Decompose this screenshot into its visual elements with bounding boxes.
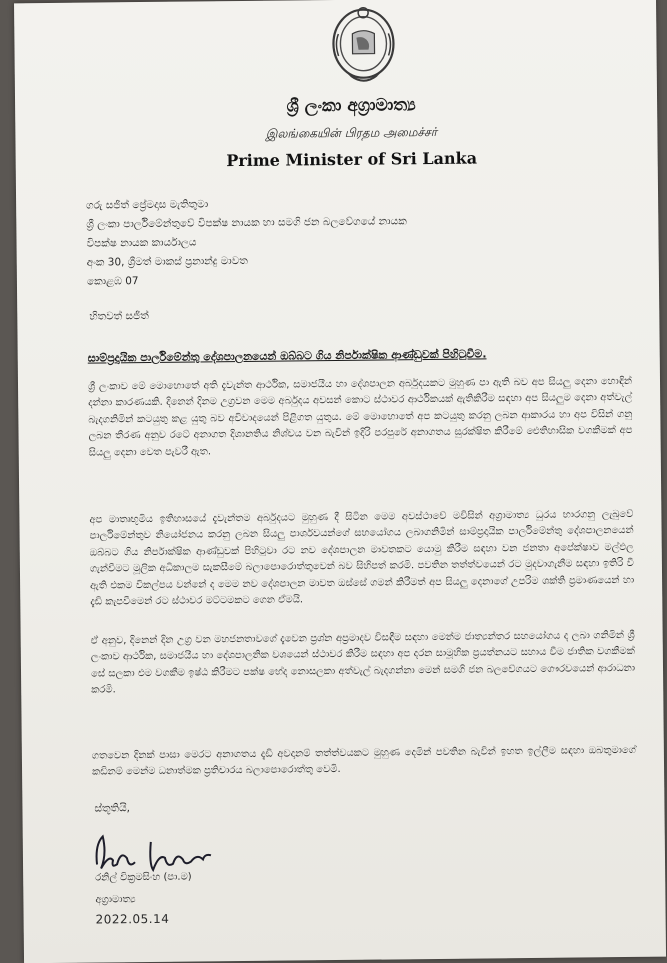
address-line: ශ්‍රී ලංකා පාර්ලිමේන්තුවේ විපක්ෂ නායක හා සමගි ජන බලවේගයේ නායක xyxy=(86,215,407,231)
recipient-address xyxy=(86,193,407,291)
subject-line: සාම්ප්‍රදායික පාර්ලිමේන්තු දේශපාලනයෙන් ඔබ්බට ගිය නිර්පාක්ෂික ආණ්ඩුවක් පිහිටුවීම. xyxy=(87,347,487,365)
body-paragraph: ඒ අනුව, දිනෙන් දින උග්‍ර වන මහජනතාවගේ දැවෙන ප්‍රශ්න අප්‍රමාදව විසඳීම සඳහා මෙන්ම ජාත්‍යන්තර සහයෝගය ද ලබා ගනිමින් ශ්‍රී ලංකාව ආර්ථික, සමාජයීය හා දේශපාලනික වශයෙන් ස්ථාවර කිරීම සඳහා අප දරන සාමූහික ප්‍රයත්නයට සහාය වීම ජාතික වගකීමක් සේ සලකා එම වගකීම ඉෂ්ඨ කිරීමට පක්ෂ භේද නොසලකා අත්වැල් බැදගන්නා මෙන් සමගි ජන බලවේගයට ගෞරවයෙන් ආරාධනා කරමි. xyxy=(90,629,636,696)
signatory-name: රනිල් වික්‍රමසිංහ (පා.ම) xyxy=(95,871,192,884)
address-line: අංක 30, ශ්‍රීමත් මාකස් ප්‍රනාන්දු මාවත xyxy=(86,254,248,269)
letterhead-title-tamil: இலங்கையின் பிரதம அமைச்சர் xyxy=(265,124,438,141)
body-paragraph: ශ්‍රී ලංකාව මේ මොහොතේ අති දැවැන්ත ආර්ථික, සමාජයීය හා දේශපාලන අර්බුදයකට මුහුණ පා ඇති බව අප සියලු දෙනා හොඳින් දන්නා කාරණයකි. දිනෙන් දිනම උග්‍රවන මෙම අර්බුදය අවසන් කොට ස්ථාවර ආර්ථිකයක් ඇතිකිරීම සඳහා අප සියලුම දෙනා අත්වැල් බැදගනිමින් කටයුතු කළ යුතු බව අවිවාදයෙන් පිළිගත යුතුය. මේ මොහොතේ අප කටයුතු කරනු ලබන ආකාරය හා අප විසින් ගනු ලබන තීරණ අනුව රටේ අනාගත දිශානතිය නිශ්චය වන බැවින් ඉදිරි පරපුරේ අනාගතය සුරක්ෂිත කිරීමේ ඓතිහාසික වගකීමක් අප සියලු දෙනා වෙත පැවරී ඇත. xyxy=(87,375,633,459)
signatory-title: අග්‍රාමාත්‍ය xyxy=(95,894,136,906)
body-paragraph: අප මාතෘභූමිය ඉතිහාසයේ දැවැන්තම අර්බුදයට මුහුණ දී සිටින මෙම අවස්ථාවේ මවිසින් අග්‍රාමාත්‍ය ධුරය භාරගනු ලැබුවේ පාර්ලිමේන්තුව නියෝජනය කරනු ලබන සියලු පාර්ශවයන්ගේ සහයෝගය ලබාගනිමින් සාම්ප්‍රදායික පාර්ලිමේන්තු දේශපාලනයෙන් ඔබ්බට ගිය නිර්පාක්ෂික ආණ්ඩුවක් පිහිටුවා රට නව දේශපාලන මාවතකට යොමු කිරීම සඳහා වන ජනතා අපේක්ෂාව මල්ඵල ගැන්වීමට මූලික අධිකාලම සැකසීමේ බලාපොරොත්තුවෙන් බව සිහිපත් කරමි. පවතින තත්ත්වයෙන් රට මුදවාගැනීම සඳහා ඉතිරි වී ඇති එකම විකල්පය වන්නේ ද මෙම නව දේශපාලන මාවත ඔස්සේ ගමන් කිරීමත් අප සියලු දෙනාගේ උපරිම ශක්ති ප්‍රමාණයෙන් හා දැඩි කැපවීමෙන් රට ස්ථාවර මට්ටමකට ගෙන ඒමයි. xyxy=(89,508,635,608)
letter-page xyxy=(14,0,666,963)
letter-date: 2022.05.14 xyxy=(95,911,170,927)
address-line: ගරු සජිත් ප්‍රේමදාස මැතිතුමා xyxy=(86,198,209,212)
closing: ස්තූතියි, xyxy=(94,802,131,815)
address-line: කොළඹ 07 xyxy=(86,275,139,288)
sri-lanka-emblem-icon xyxy=(326,3,401,90)
address-line: විපක්ෂ නායක කාර්යාලය xyxy=(86,236,197,250)
letterhead-title-sinhala: ශ්‍රී ලංකා අග්‍රාමාත්‍ය xyxy=(286,95,416,117)
body-paragraph: ගතවෙන දිනක් පාසා මෙරට අනාගතය දැඩි අවදානම් තත්ත්වයකට මුහුණ දෙමින් පවතින බැවින් ඉහත ඉල්ලීම සඳහා ඔබතුමාගේ කඩිනම් මෙන්ම ධනාත්මක ප්‍රතිචාරය බලාපොරොත්තු වෙමි. xyxy=(91,744,636,778)
greeting: හිතවත් සජිත් xyxy=(89,309,149,323)
letterhead-title-english: Prime Minister of Sri Lanka xyxy=(226,148,478,171)
